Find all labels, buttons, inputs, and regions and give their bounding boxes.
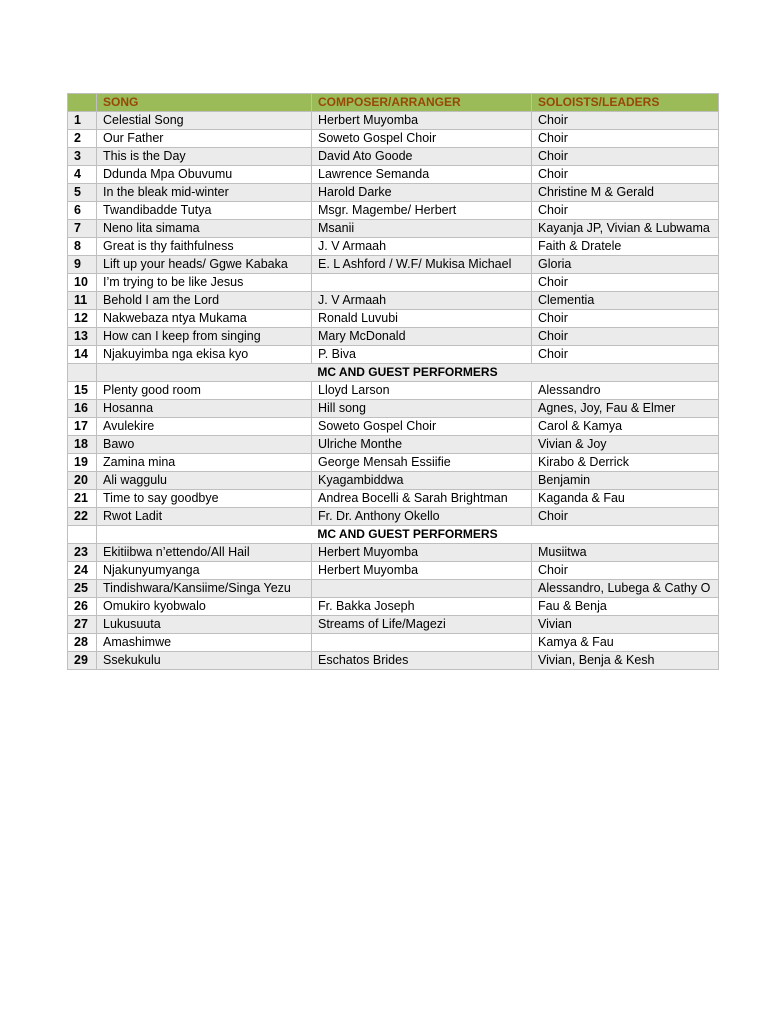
song-cell: Ali waggulu bbox=[97, 472, 312, 490]
row-number: 26 bbox=[68, 598, 97, 616]
table-row bbox=[68, 274, 719, 292]
table-row bbox=[68, 544, 719, 562]
row-number: 10 bbox=[68, 274, 97, 292]
composer-cell: Ronald Luvubi bbox=[312, 310, 532, 328]
row-number: 11 bbox=[68, 292, 97, 310]
composer-cell: Fr. Bakka Joseph bbox=[312, 598, 532, 616]
soloists-cell: Benjamin bbox=[532, 472, 719, 490]
soloists-cell: Clementia bbox=[532, 292, 719, 310]
table-row bbox=[68, 112, 719, 130]
soloists-cell: Kayanja JP, Vivian & Lubwama bbox=[532, 220, 719, 238]
composer-cell: Andrea Bocelli & Sarah Brightman bbox=[312, 490, 532, 508]
table-row bbox=[68, 418, 719, 436]
song-cell: Njakuyimba nga ekisa kyo bbox=[97, 346, 312, 364]
soloists-cell: Choir bbox=[532, 310, 719, 328]
composer-cell: George Mensah Essiifie bbox=[312, 454, 532, 472]
header-number bbox=[68, 94, 97, 112]
header-song: SONG bbox=[97, 94, 312, 112]
table-row bbox=[68, 472, 719, 490]
composer-cell: Herbert Muyomba bbox=[312, 544, 532, 562]
row-number: 15 bbox=[68, 382, 97, 400]
composer-cell: David Ato Goode bbox=[312, 148, 532, 166]
song-cell: Rwot Ladit bbox=[97, 508, 312, 526]
table-row bbox=[68, 652, 719, 670]
row-number: 23 bbox=[68, 544, 97, 562]
composer-cell: Lloyd Larson bbox=[312, 382, 532, 400]
composer-cell: E. L Ashford / W.F/ Mukisa Michael bbox=[312, 256, 532, 274]
row-number: 17 bbox=[68, 418, 97, 436]
composer-cell: J. V Armaah bbox=[312, 238, 532, 256]
header-soloists: SOLOISTS/LEADERS bbox=[532, 94, 719, 112]
song-cell: Lukusuuta bbox=[97, 616, 312, 634]
row-number: 25 bbox=[68, 580, 97, 598]
composer-cell: J. V Armaah bbox=[312, 292, 532, 310]
table-row bbox=[68, 454, 719, 472]
table-row bbox=[68, 400, 719, 418]
song-cell: Ssekukulu bbox=[97, 652, 312, 670]
row-number: 9 bbox=[68, 256, 97, 274]
soloists-cell: Choir bbox=[532, 148, 719, 166]
row-number: 28 bbox=[68, 634, 97, 652]
section-number-cell bbox=[68, 526, 97, 544]
table-row bbox=[68, 436, 719, 454]
section-title: MC AND GUEST PERFORMERS bbox=[97, 526, 719, 544]
soloists-cell: Choir bbox=[532, 346, 719, 364]
row-number: 27 bbox=[68, 616, 97, 634]
soloists-cell: Choir bbox=[532, 130, 719, 148]
composer-cell: Lawrence Semanda bbox=[312, 166, 532, 184]
section-row bbox=[68, 526, 719, 544]
row-number: 8 bbox=[68, 238, 97, 256]
row-number: 14 bbox=[68, 346, 97, 364]
soloists-cell: Choir bbox=[532, 112, 719, 130]
table-row bbox=[68, 148, 719, 166]
row-number: 12 bbox=[68, 310, 97, 328]
header-composer: COMPOSER/ARRANGER bbox=[312, 94, 532, 112]
table-row bbox=[68, 382, 719, 400]
row-number: 6 bbox=[68, 202, 97, 220]
row-number: 18 bbox=[68, 436, 97, 454]
table-row bbox=[68, 634, 719, 652]
row-number: 3 bbox=[68, 148, 97, 166]
table-row bbox=[68, 328, 719, 346]
song-cell: Our Father bbox=[97, 130, 312, 148]
row-number: 19 bbox=[68, 454, 97, 472]
composer-cell: Msgr. Magembe/ Herbert bbox=[312, 202, 532, 220]
table-row bbox=[68, 130, 719, 148]
row-number: 16 bbox=[68, 400, 97, 418]
song-cell: Omukiro kyobwalo bbox=[97, 598, 312, 616]
composer-cell bbox=[312, 634, 532, 652]
row-number: 5 bbox=[68, 184, 97, 202]
soloists-cell: Choir bbox=[532, 166, 719, 184]
soloists-cell: Kirabo & Derrick bbox=[532, 454, 719, 472]
soloists-cell: Christine M & Gerald bbox=[532, 184, 719, 202]
row-number: 24 bbox=[68, 562, 97, 580]
composer-cell: Ulriche Monthe bbox=[312, 436, 532, 454]
row-number: 1 bbox=[68, 112, 97, 130]
soloists-cell: Carol & Kamya bbox=[532, 418, 719, 436]
soloists-cell: Gloria bbox=[532, 256, 719, 274]
row-number: 22 bbox=[68, 508, 97, 526]
section-row bbox=[68, 364, 719, 382]
soloists-cell: Kamya & Fau bbox=[532, 634, 719, 652]
song-cell: Amashimwe bbox=[97, 634, 312, 652]
table-header bbox=[68, 94, 719, 112]
soloists-cell: Kaganda & Fau bbox=[532, 490, 719, 508]
header-row bbox=[68, 94, 719, 112]
table-row bbox=[68, 346, 719, 364]
composer-cell: Eschatos Brides bbox=[312, 652, 532, 670]
song-cell: Hosanna bbox=[97, 400, 312, 418]
soloists-cell: Fau & Benja bbox=[532, 598, 719, 616]
song-cell: Ddunda Mpa Obuvumu bbox=[97, 166, 312, 184]
song-cell: Zamina mina bbox=[97, 454, 312, 472]
table-row bbox=[68, 166, 719, 184]
soloists-cell: Vivian & Joy bbox=[532, 436, 719, 454]
row-number: 21 bbox=[68, 490, 97, 508]
composer-cell bbox=[312, 580, 532, 598]
table-row bbox=[68, 508, 719, 526]
table-row bbox=[68, 616, 719, 634]
program-table bbox=[67, 93, 719, 670]
table-row bbox=[68, 220, 719, 238]
song-cell: Time to say goodbye bbox=[97, 490, 312, 508]
table-row bbox=[68, 598, 719, 616]
song-cell: Behold I am the Lord bbox=[97, 292, 312, 310]
section-title: MC AND GUEST PERFORMERS bbox=[97, 364, 719, 382]
song-cell: Celestial Song bbox=[97, 112, 312, 130]
soloists-cell: Vivian bbox=[532, 616, 719, 634]
row-number: 4 bbox=[68, 166, 97, 184]
row-number: 2 bbox=[68, 130, 97, 148]
composer-cell: Harold Darke bbox=[312, 184, 532, 202]
section-number-cell bbox=[68, 364, 97, 382]
soloists-cell: Choir bbox=[532, 562, 719, 580]
row-number: 20 bbox=[68, 472, 97, 490]
song-cell: This is the Day bbox=[97, 148, 312, 166]
song-cell: Plenty good room bbox=[97, 382, 312, 400]
song-cell: Njakunyumyanga bbox=[97, 562, 312, 580]
soloists-cell: Alessandro, Lubega & Cathy O bbox=[532, 580, 719, 598]
composer-cell: Soweto Gospel Choir bbox=[312, 130, 532, 148]
composer-cell: Herbert Muyomba bbox=[312, 562, 532, 580]
soloists-cell: Choir bbox=[532, 274, 719, 292]
composer-cell: Soweto Gospel Choir bbox=[312, 418, 532, 436]
table-row bbox=[68, 580, 719, 598]
table-body bbox=[68, 112, 719, 670]
composer-cell: Herbert Muyomba bbox=[312, 112, 532, 130]
composer-cell bbox=[312, 274, 532, 292]
song-cell: Lift up your heads/ Ggwe Kabaka bbox=[97, 256, 312, 274]
composer-cell: P. Biva bbox=[312, 346, 532, 364]
composer-cell: Fr. Dr. Anthony Okello bbox=[312, 508, 532, 526]
song-cell: Ekitiibwa n’ettendo/All Hail bbox=[97, 544, 312, 562]
composer-cell: Hill song bbox=[312, 400, 532, 418]
song-cell: I’m trying to be like Jesus bbox=[97, 274, 312, 292]
table-row bbox=[68, 562, 719, 580]
song-cell: Bawo bbox=[97, 436, 312, 454]
row-number: 13 bbox=[68, 328, 97, 346]
composer-cell: Kyagambiddwa bbox=[312, 472, 532, 490]
song-cell: In the bleak mid-winter bbox=[97, 184, 312, 202]
table-row bbox=[68, 202, 719, 220]
table-row bbox=[68, 256, 719, 274]
soloists-cell: Vivian, Benja & Kesh bbox=[532, 652, 719, 670]
table-row bbox=[68, 310, 719, 328]
table-row bbox=[68, 490, 719, 508]
song-cell: Avulekire bbox=[97, 418, 312, 436]
soloists-cell: Choir bbox=[532, 508, 719, 526]
soloists-cell: Musiitwa bbox=[532, 544, 719, 562]
composer-cell: Streams of Life/Magezi bbox=[312, 616, 532, 634]
row-number: 29 bbox=[68, 652, 97, 670]
song-cell: How can I keep from singing bbox=[97, 328, 312, 346]
soloists-cell: Choir bbox=[532, 202, 719, 220]
song-cell: Great is thy faithfulness bbox=[97, 238, 312, 256]
soloists-cell: Choir bbox=[532, 328, 719, 346]
table-row bbox=[68, 238, 719, 256]
table-row bbox=[68, 292, 719, 310]
song-cell: Twandibadde Tutya bbox=[97, 202, 312, 220]
song-cell: Tindishwara/Kansiime/Singa Yezu bbox=[97, 580, 312, 598]
song-cell: Neno lita simama bbox=[97, 220, 312, 238]
soloists-cell: Agnes, Joy, Fau & Elmer bbox=[532, 400, 719, 418]
row-number: 7 bbox=[68, 220, 97, 238]
soloists-cell: Faith & Dratele bbox=[532, 238, 719, 256]
soloists-cell: Alessandro bbox=[532, 382, 719, 400]
composer-cell: Mary McDonald bbox=[312, 328, 532, 346]
composer-cell: Msanii bbox=[312, 220, 532, 238]
table-row bbox=[68, 184, 719, 202]
song-cell: Nakwebaza ntya Mukama bbox=[97, 310, 312, 328]
